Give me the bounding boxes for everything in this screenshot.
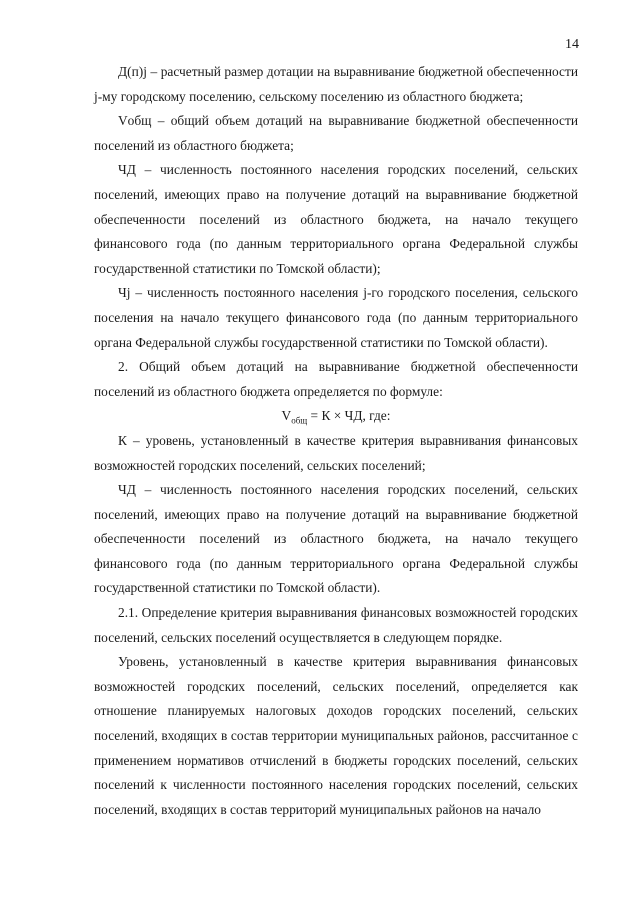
definition-dp-j: Д(п)j – расчетный размер дотации на выравнивание бюджетной обеспеченности j-му городскому поселению, сельскому поселению из областного бюджета;: [94, 64, 578, 104]
document-body: [94, 60, 578, 822]
definition-chd-2: ЧД – численность постоянного населения городских поселений, сельских поселений, имеющих право на получение дотаций на выравнивание бюджетной обеспеченности поселений из областного бюджета, на начало текущего финансового года (по данным территориального органа Федеральной службы государственной статистики по Томской области).: [94, 482, 578, 596]
definition-v-total: Vобщ – общий объем дотаций на выравнивание бюджетной обеспеченности поселений из областного бюджета;: [94, 113, 578, 153]
page-number: 14: [565, 37, 579, 52]
section-2-1: 2.1. Определение критерия выравнивания финансовых возможностей городских поселений, сельских поселений осуществляется в следующем порядке.: [94, 605, 578, 645]
criterion-paragraph: Уровень, установленный в качестве критерия выравнивания финансовых возможностей городских поселений, сельских поселений, определяется как отношение планируемых налоговых доходов городских поселений, сельских поселений, входящих в состав территории муниципальных районов, рассчитанное с применением нормативов отчислений в бюджеты городских поселений, сельских поселений к численности постоянного населения городских поселений, сельских поселений, входящих в состав территорий муниципальных районов на начало: [94, 654, 578, 817]
definition-k: К – уровень, установленный в качестве критерия выравнивания финансовых возможностей городских поселений, сельских поселений;: [94, 432, 578, 473]
formula-lhs-subscript: общ: [291, 415, 308, 426]
formula-lhs: V: [281, 408, 292, 424]
definition-chd: ЧД – численность постоянного населения городских поселений, сельских поселений, имеющих право на получение дотаций на выравнивание бюджетной обеспеченности поселений из областного бюджета, на начало текущего финансового года (по данным территориального органа Федеральной службы государственной статистики по Томской области);: [94, 162, 578, 276]
formula: [94, 404, 578, 429]
definition-ch-j: Чj – численность постоянного населения j-го городского поселения, сельского поселения на начало текущего финансового года (по данным территориального органа Федеральной службы государственной статистики по Томской области).: [94, 285, 578, 350]
section-2-intro: 2. Общий объем дотаций на выравнивание бюджетной обеспеченности поселений из областного бюджета определяется по формуле:: [94, 359, 578, 399]
formula-rhs: = К × ЧД, где:: [307, 408, 391, 424]
